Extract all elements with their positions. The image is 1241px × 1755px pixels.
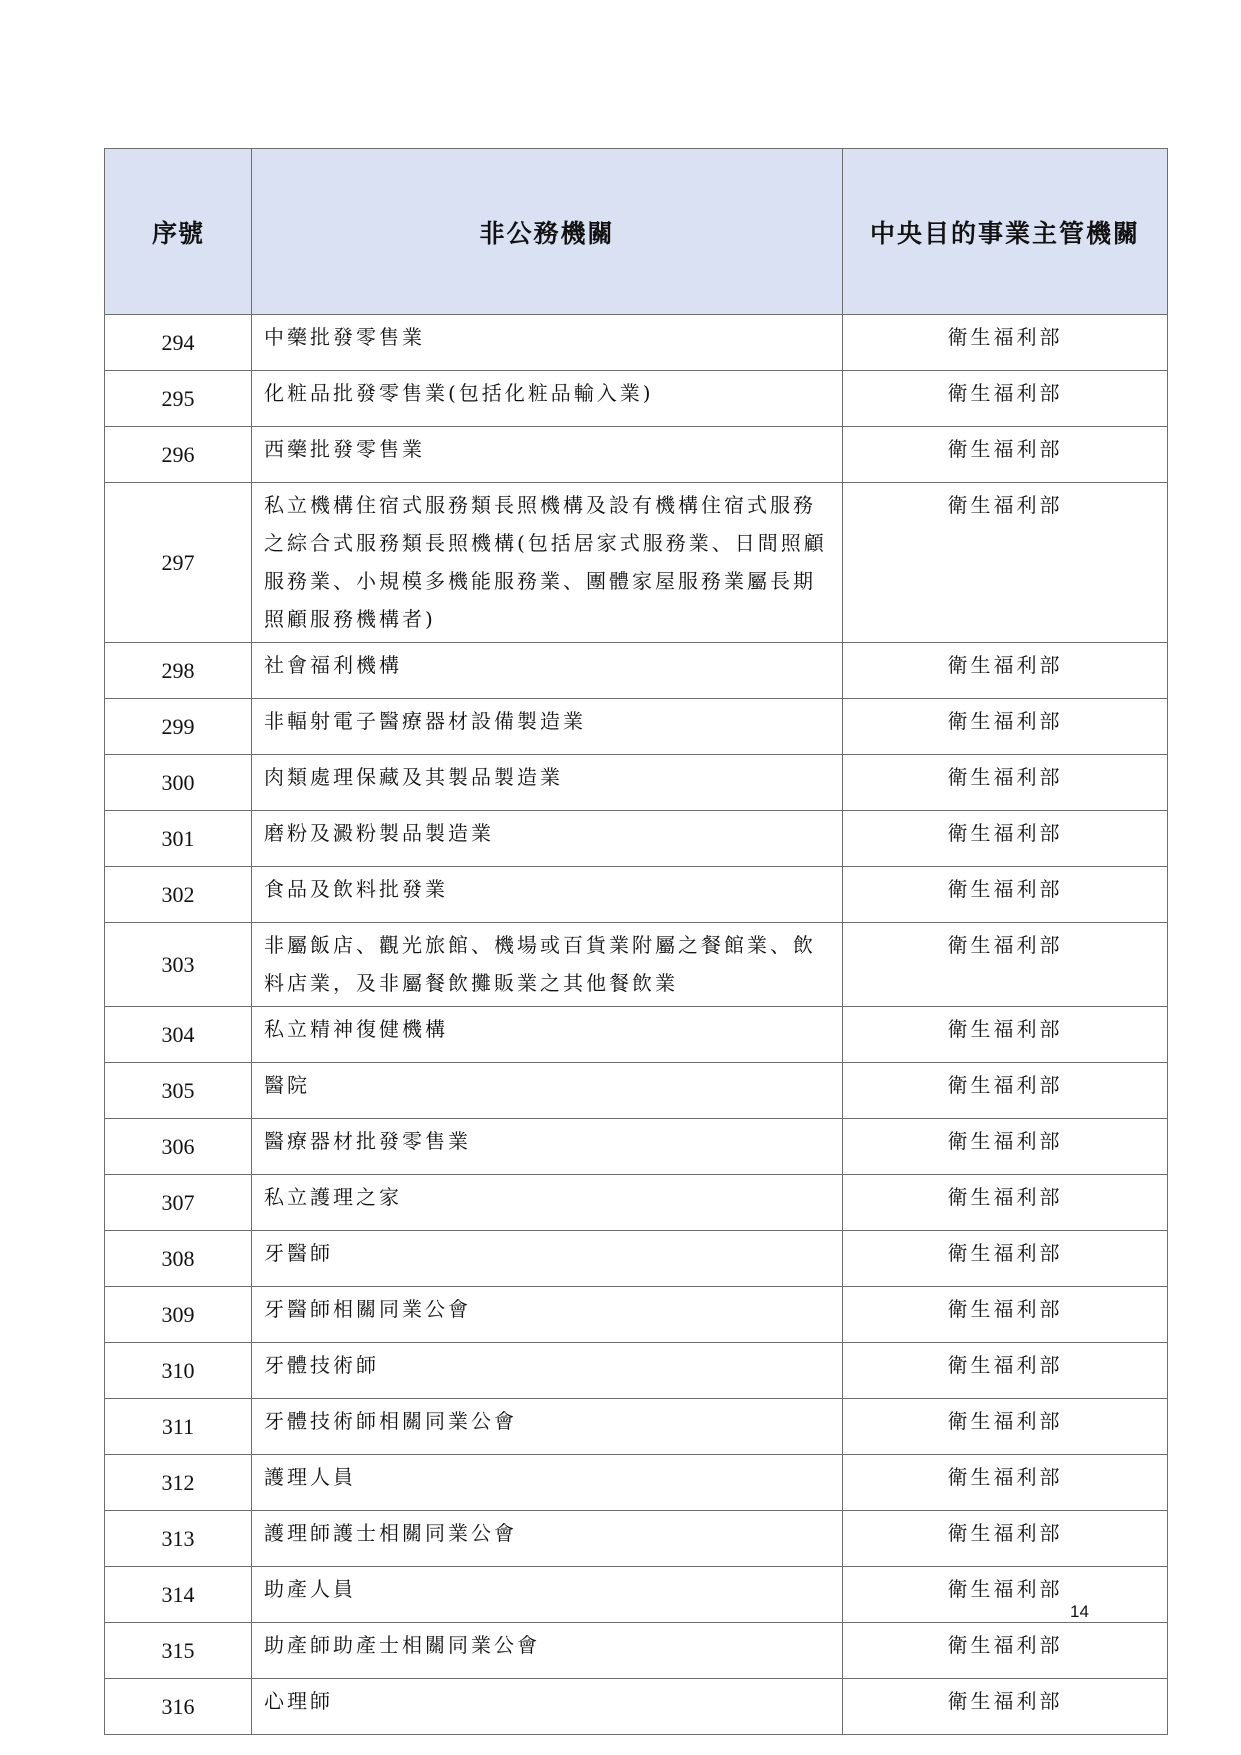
header-agency: 中央目的事業主管機關 [843, 149, 1168, 315]
row-agency: 衛生福利部 [843, 1063, 1168, 1119]
table-row [105, 1119, 1168, 1175]
row-seq: 301 [105, 811, 252, 867]
row-seq: 310 [105, 1343, 252, 1399]
row-org: 醫院 [252, 1063, 843, 1119]
row-agency: 衛生福利部 [843, 1567, 1168, 1623]
agency-table [104, 148, 1168, 1735]
row-agency: 衛生福利部 [843, 1399, 1168, 1455]
row-seq: 316 [105, 1679, 252, 1735]
table-row [105, 483, 1168, 643]
row-agency: 衛生福利部 [843, 1175, 1168, 1231]
page-number: 14 [1070, 1602, 1089, 1621]
row-org: 肉類處理保藏及其製品製造業 [252, 755, 843, 811]
row-agency: 衛生福利部 [843, 867, 1168, 923]
table-header [105, 149, 1168, 315]
table-row [105, 1567, 1168, 1623]
row-org: 心理師 [252, 1679, 843, 1735]
row-seq: 295 [105, 371, 252, 427]
table-row [105, 427, 1168, 483]
row-org: 牙醫師相關同業公會 [252, 1287, 843, 1343]
row-seq: 311 [105, 1399, 252, 1455]
row-org: 助產人員 [252, 1567, 843, 1623]
row-seq: 309 [105, 1287, 252, 1343]
row-agency: 衛生福利部 [843, 811, 1168, 867]
table-row [105, 1231, 1168, 1287]
row-seq: 315 [105, 1623, 252, 1679]
row-org: 中藥批發零售業 [252, 315, 843, 371]
row-org: 非輻射電子醫療器材設備製造業 [252, 699, 843, 755]
row-org: 牙體技術師相關同業公會 [252, 1399, 843, 1455]
row-seq: 294 [105, 315, 252, 371]
row-org: 護理人員 [252, 1455, 843, 1511]
row-seq: 305 [105, 1063, 252, 1119]
row-org: 西藥批發零售業 [252, 427, 843, 483]
row-agency: 衛生福利部 [843, 1343, 1168, 1399]
row-agency: 衛生福利部 [843, 1231, 1168, 1287]
table-row [105, 643, 1168, 699]
row-seq: 297 [105, 483, 252, 643]
table-row [105, 1623, 1168, 1679]
row-agency: 衛生福利部 [843, 643, 1168, 699]
row-org: 食品及飲料批發業 [252, 867, 843, 923]
row-agency: 衛生福利部 [843, 923, 1168, 1007]
table-row [105, 1343, 1168, 1399]
table-row [105, 1063, 1168, 1119]
row-agency: 衛生福利部 [843, 1623, 1168, 1679]
row-org: 私立護理之家 [252, 1175, 843, 1231]
table-row [105, 1175, 1168, 1231]
table-row [105, 1399, 1168, 1455]
row-org: 醫療器材批發零售業 [252, 1119, 843, 1175]
row-seq: 299 [105, 699, 252, 755]
table-row [105, 1511, 1168, 1567]
row-org: 私立精神復健機構 [252, 1007, 843, 1063]
table-row [105, 1287, 1168, 1343]
row-seq: 296 [105, 427, 252, 483]
row-agency: 衛生福利部 [843, 1679, 1168, 1735]
row-seq: 303 [105, 923, 252, 1007]
row-agency: 衛生福利部 [843, 699, 1168, 755]
row-agency: 衛生福利部 [843, 315, 1168, 371]
row-seq: 304 [105, 1007, 252, 1063]
row-seq: 314 [105, 1567, 252, 1623]
row-seq: 302 [105, 867, 252, 923]
table-row [105, 755, 1168, 811]
row-org: 化粧品批發零售業(包括化粧品輸入業) [252, 371, 843, 427]
row-agency: 衛生福利部 [843, 1511, 1168, 1567]
row-agency: 衛生福利部 [843, 755, 1168, 811]
row-org: 私立機構住宿式服務類長照機構及設有機構住宿式服務之綜合式服務類長照機構(包括居家式服務業、日間照顧服務業、小規模多機能服務業、團體家屋服務業屬長期照顧服務機構者) [252, 483, 843, 643]
row-agency: 衛生福利部 [843, 371, 1168, 427]
table-body [105, 315, 1168, 1735]
row-seq: 313 [105, 1511, 252, 1567]
row-org: 磨粉及澱粉製品製造業 [252, 811, 843, 867]
row-seq: 306 [105, 1119, 252, 1175]
row-seq: 308 [105, 1231, 252, 1287]
row-agency: 衛生福利部 [843, 483, 1168, 643]
row-agency: 衛生福利部 [843, 1007, 1168, 1063]
row-seq: 300 [105, 755, 252, 811]
row-agency: 衛生福利部 [843, 1287, 1168, 1343]
row-org: 社會福利機構 [252, 643, 843, 699]
table-row [105, 1007, 1168, 1063]
row-agency: 衛生福利部 [843, 1455, 1168, 1511]
row-org: 牙體技術師 [252, 1343, 843, 1399]
row-org: 牙醫師 [252, 1231, 843, 1287]
row-org: 助產師助產士相關同業公會 [252, 1623, 843, 1679]
header-org: 非公務機關 [252, 149, 843, 315]
row-org: 護理師護士相關同業公會 [252, 1511, 843, 1567]
table-row [105, 923, 1168, 1007]
row-seq: 307 [105, 1175, 252, 1231]
table-row [105, 811, 1168, 867]
row-org: 非屬飯店、觀光旅館、機場或百貨業附屬之餐館業、飲料店業，及非屬餐飲攤販業之其他餐飲業 [252, 923, 843, 1007]
row-seq: 312 [105, 1455, 252, 1511]
row-seq: 298 [105, 643, 252, 699]
table-row [105, 371, 1168, 427]
header-seq: 序號 [105, 149, 252, 315]
table-row [105, 1455, 1168, 1511]
row-agency: 衛生福利部 [843, 427, 1168, 483]
table-row [105, 867, 1168, 923]
table-row [105, 315, 1168, 371]
table-row [105, 1679, 1168, 1735]
row-agency: 衛生福利部 [843, 1119, 1168, 1175]
table-row [105, 699, 1168, 755]
